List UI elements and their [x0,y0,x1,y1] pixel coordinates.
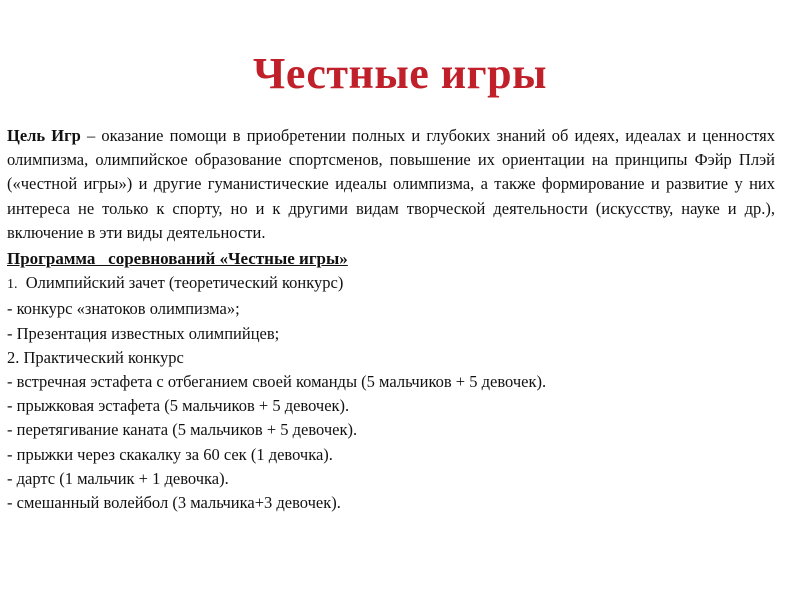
program-item [7,271,775,297]
program-item-text: - прыжки через скакалку за 60 сек (1 девочка). [7,444,333,464]
program-item [7,297,775,321]
slide-title: Честные игры [253,49,547,98]
program-heading: Программа соревнований «Честные игры» [7,249,348,269]
program-item-text: - встречная эстафета с отбеганием своей команды (5 мальчиков + 5 девочек). [7,372,547,392]
program-item [7,443,775,467]
program-item [7,370,775,394]
goal-label: Цель Игр [7,126,81,145]
program-item-text: - перетягивание каната (5 мальчиков + 5 девочек). [7,420,358,440]
goal-text: – оказание помощи в приобретении полных и глубоких знаний об идеях, идеалах и ценностях олимпизма, олимпийское образование спортсменов, повышение их ориентации на принципы Фэйр Плэй («честной игры») и другие гуманистические идеалы олимпизма, а также формирование и развитие у них интереса не только к спорту, но и к другими видам творческой деятельности (искусству, науке и др.), включение в эти виды деятельности. [7,126,775,242]
program-item-prefix: 1. [7,277,18,293]
program-item [7,418,775,442]
program-item-text: - Презентация известных олимпийцев; [7,323,280,343]
program-item [7,491,775,515]
goal-paragraph [7,124,775,245]
program-item [7,467,775,491]
program-item-text: - конкурс «знатоков олимпизма»; [7,299,240,319]
program-item [7,322,775,346]
slide-content [7,124,775,515]
program-item-text: - дартс (1 мальчик + 1 девочка). [7,468,229,488]
program-item [7,394,775,418]
program-list [7,271,775,515]
program-item-text: 2. Практический конкурс [7,347,184,367]
program-item-text: - смешанный волейбол (3 мальчика+3 девочек). [7,493,341,513]
program-item [7,346,775,370]
program-item-text: - прыжковая эстафета (5 мальчиков + 5 девочек). [7,396,350,416]
program-item-text: Олимпийский зачет (теоретический конкурс) [17,273,344,293]
